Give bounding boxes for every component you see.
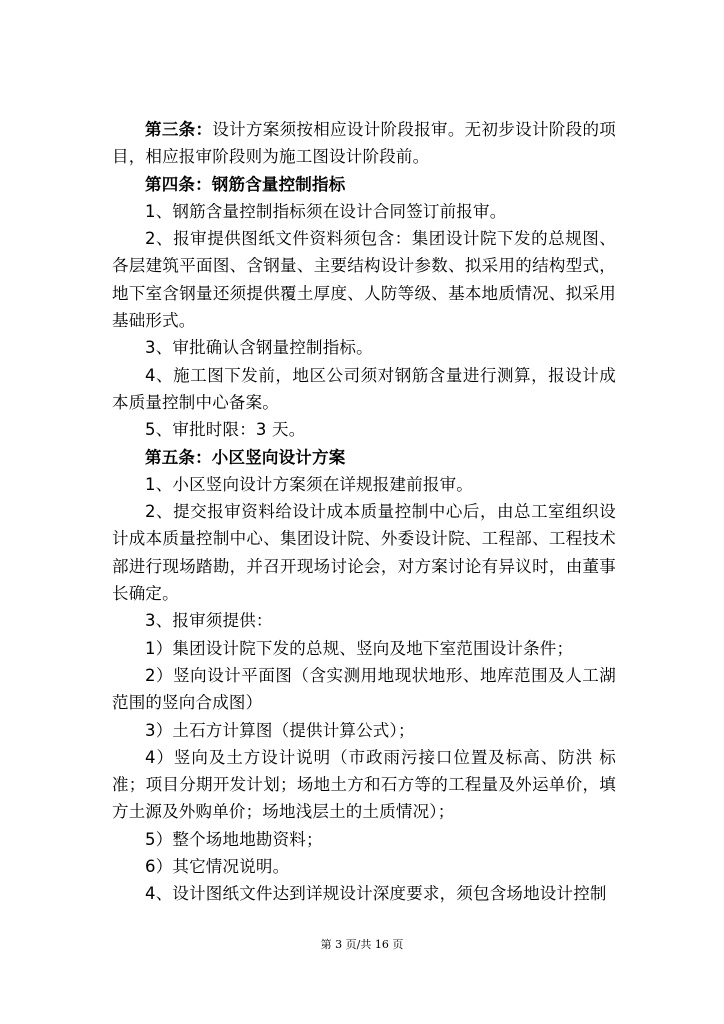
article-4-item-1: 1、钢筋含量控制指标须在设计合同签订前报审。 [145,201,507,221]
article-4-item-5: 5、审批时限：3 天。 [145,420,306,440]
article-5-heading: 第五条：小区竖向设计方案 [145,447,346,467]
article-3 [112,116,616,171]
article-4-heading: 第四条：钢筋含量控制指标 [145,174,346,194]
article-5-sub-4: 4）竖向及土方设计说明（市政雨污接口位置及标高、防洪 标准；项目分期开发计划；场地土方和石方等的工程量及外运单价，填方土源及外购单价；场地浅层土的土质情况）； [112,747,616,822]
document-body [112,116,616,908]
article-3-label: 第三条： [145,120,213,139]
page-footer: 第 3 页/共 16 页 [320,938,404,951]
article-4-item-3: 3、审批确认含钢量控制指标。 [145,338,373,358]
article-5-item-3: 3、报审须提供： [145,611,273,631]
article-5-sub-3: 3）土石方计算图（提供计算公式）； [145,720,415,740]
article-5-sub-5: 5）整个场地地勘资料； [145,829,323,849]
article-5-item-1: 1、小区竖向设计方案须在详规报建前报审。 [145,474,473,494]
article-4-item-2: 2、报审提供图纸文件资料须包含：集团设计院下发的总规图、各层建筑平面图、含钢量、主要结构设计参数、拟采用的结构型式，地下室含钢量还须提供覆土厚度、人防等级、基本地质情况、拟采用基础形式。 [112,229,616,331]
article-5-sub-6: 6）其它情况说明。 [145,857,290,877]
article-5-item-4: 4、设计图纸文件达到详规设计深度要求，须包含场地设计控制 [145,884,607,904]
article-5-sub-2: 2）竖向设计平面图（含实测用地现状地形、地库范围及人工湖范围的竖向合成图） [112,665,616,713]
article-4-item-4: 4、施工图下发前，地区公司须对钢筋含量进行测算，报设计成本质量控制中心备案。 [112,365,616,412]
article-5-sub-1: 1）集团设计院下发的总规、竖向及地下室范围设计条件； [145,638,574,658]
article-3-text: 设计方案须按相应设计阶段报审。无初步设计阶段的项目，相应报审阶段则为施工图设计阶段前。 [112,120,616,167]
article-5-item-2: 2、提交报审资料给设计成本质量控制中心后，由总工室组织设计成本质量控制中心、集团设计院、外委设计院、工程部、工程技术部进行现场踏勘，并召开现场讨论会，对方案讨论有异议时，由董事长确定。 [112,502,616,604]
